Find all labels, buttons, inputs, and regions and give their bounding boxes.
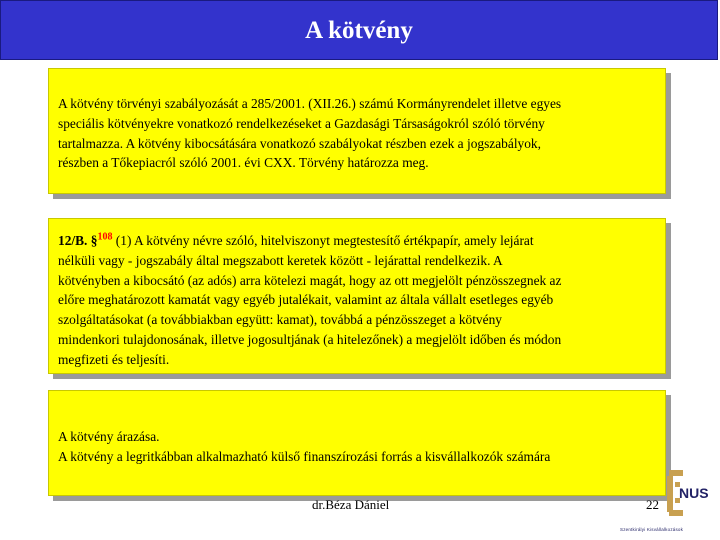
panel-line: részben a Tőkepiacról szóló 2001. évi CXX. Törvény határozza meg.: [58, 155, 429, 171]
section-reference: 12/B. §: [58, 233, 98, 248]
footnote-marker: 108: [97, 231, 113, 243]
panel-line: A kötvény a legritkábban alkalmazható külső finanszírozási forrás a kisvállalkozók számára: [58, 448, 551, 464]
slide-title: A kötvény: [305, 17, 413, 44]
panel-line: nélküli vagy - jogszabály által megszabott keretek között - lejárattal rendelkezik. A: [58, 252, 503, 268]
panel-line: A kötvény árazása.: [58, 429, 160, 444]
text-panel-definition: [48, 218, 666, 374]
panel-line: kötvényben a kibocsátó (az adós) arra kötelezi magát, hogy az ott megjelölt pénzösszegnek az: [58, 272, 562, 288]
panel-line: előre meghatározott kamatát vagy egyéb jutalékait, valamint az általa vállalt esetleges egyéb: [58, 292, 554, 308]
text-panel-pricing: [48, 390, 666, 496]
logo-text: NUS: [679, 485, 709, 501]
title-bar: [0, 0, 718, 60]
panel-line: megfizeti és teljesíti.: [58, 351, 170, 367]
definition-start: (1) A kötvény névre szóló, hitelviszonyt megtestesítő értékpapír, amely lejárat: [112, 233, 534, 248]
panel-line: A kötvény törvényi szabályozását a 285/2001. (XII.26.) számú Kormányrendelet illetve egyes: [58, 96, 562, 111]
footer-author: dr.Béza Dániel: [312, 497, 390, 512]
panel-line: tartalmazza. A kötvény kibocsátására vonatkozó szabályokat részben ezek a jogszabályok,: [58, 135, 541, 151]
text-panel-regulation: [48, 68, 666, 194]
logo-tagline: Szentkirályi Kisvállalkozások: [620, 527, 684, 532]
panel-line: speciális kötvényekre vonatkozó rendelkezéseket a Gazdasági Társaságokról szóló törvény: [58, 115, 545, 131]
panel-line: szolgáltatásokat (a továbbiakban együtt: kamat), továbbá a pénzösszeget a kötvény: [58, 312, 502, 328]
page-number: 22: [646, 497, 659, 512]
panel-line: mindenkori tulajdonosának, illetve jogosultjának (a hitelezőnek) a megjelölt időben és módon: [58, 331, 562, 347]
panel-line-first: [58, 231, 657, 251]
